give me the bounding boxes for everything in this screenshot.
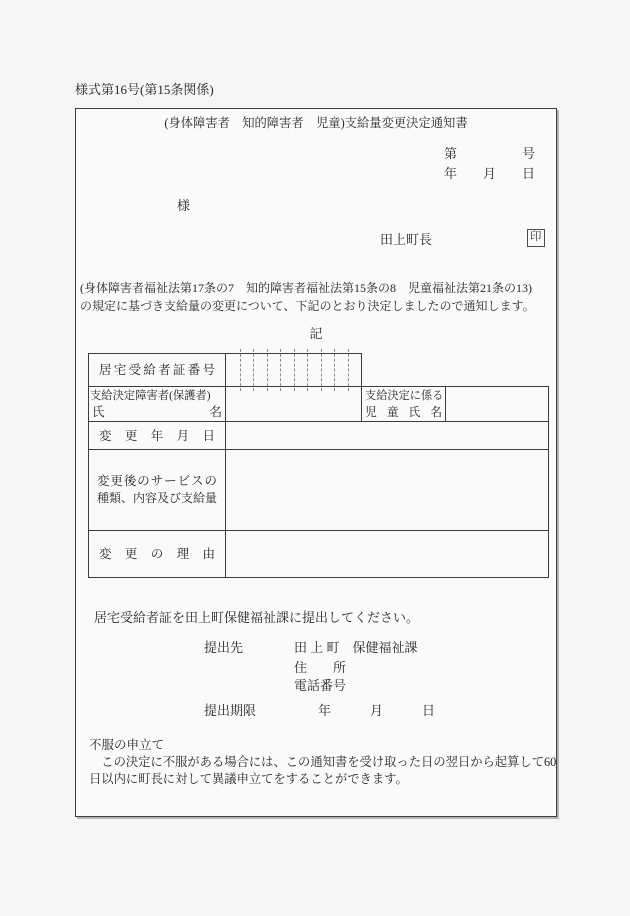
addressee-honorific: 様 [177, 198, 191, 213]
digit-divider [348, 349, 349, 391]
grantee-name-label-line1: 支給決定障害者(保護者) [90, 390, 211, 402]
service-change-label [88, 449, 226, 531]
doc-number-line: 第 号 [444, 146, 536, 161]
details-table [88, 353, 549, 578]
child-name-label [361, 386, 446, 422]
notice-title: (身体障害者 知的障害者 児童)支給量変更決定通知書 [164, 116, 468, 130]
service-change-input-cell [225, 449, 549, 531]
grantee-name-label [88, 386, 226, 422]
document-frame [75, 108, 557, 817]
form-number: 様式第16号(第15条関係) [75, 82, 214, 97]
appeal-line-1: この決定に不服がある場合には、この通知書を受け取った日の翌日から起算して60 [89, 755, 557, 769]
address-label: 住 所 [294, 660, 347, 675]
law-reference-line-2: の規定に基づき支給量の変更について、下記のとおり決定しましたので通知します。 [80, 299, 535, 313]
digit-divider [334, 349, 335, 391]
child-name-input-cell [445, 386, 549, 422]
law-reference-line-1: (身体障害者福祉法第17条の7 知的障害者福祉法第15条の8 児童福祉法第21条の13) [80, 281, 532, 295]
seal-stamp: 印 [527, 229, 545, 247]
digit-divider [280, 349, 281, 391]
change-date-label [88, 421, 226, 450]
service-change-label-line1: 変更後のサービスの [97, 474, 217, 488]
recipient-cert-number-label-text: 居宅受給者証番号 [99, 363, 215, 377]
recipient-cert-number-input-cell [225, 353, 362, 387]
child-name-label-line1: 支給決定に係る [365, 390, 444, 402]
change-reason-label-text: 変更の理由 [99, 547, 215, 561]
grantee-name-input-cell [225, 386, 362, 422]
recipient-cert-number-label [88, 353, 226, 387]
submit-note: 居宅受給者証を田上町保健福祉課に提出してください。 [94, 610, 420, 625]
appeal-line-2: 日以内に町長に対して異議申立てをすることができます。 [89, 772, 408, 786]
change-date-label-text: 変更年月日 [99, 428, 215, 443]
service-change-label-line2: 種類、内容及び支給量 [97, 491, 218, 505]
grantee-name-label-shi: 氏 [92, 405, 105, 419]
grantee-name-label-mei: 名 [209, 405, 222, 419]
change-date-input-cell [225, 421, 549, 450]
digit-divider [307, 349, 308, 391]
submit-to-label: 提出先 [204, 640, 244, 655]
date-line: 年 月 日 [444, 166, 536, 181]
digit-divider [321, 349, 322, 391]
digit-divider [240, 349, 241, 391]
child-name-label-line2: 児童氏名 [365, 405, 442, 419]
digit-divider [294, 349, 295, 391]
ki-heading: 記 [309, 326, 323, 341]
change-reason-label [88, 530, 226, 578]
submit-to-value: 田 上 町 保健福祉課 [294, 640, 418, 655]
digit-divider [267, 349, 268, 391]
deadline-label: 提出期限 [204, 703, 257, 718]
deadline-value: 年 月 日 [318, 703, 436, 718]
appeal-title: 不服の申立て [89, 738, 165, 752]
issuer-name: 田上町長 [380, 232, 433, 247]
grantee-name-label-line2 [89, 404, 225, 420]
digit-divider [253, 349, 254, 391]
change-reason-input-cell [225, 530, 549, 578]
phone-label: 電話番号 [294, 678, 347, 693]
